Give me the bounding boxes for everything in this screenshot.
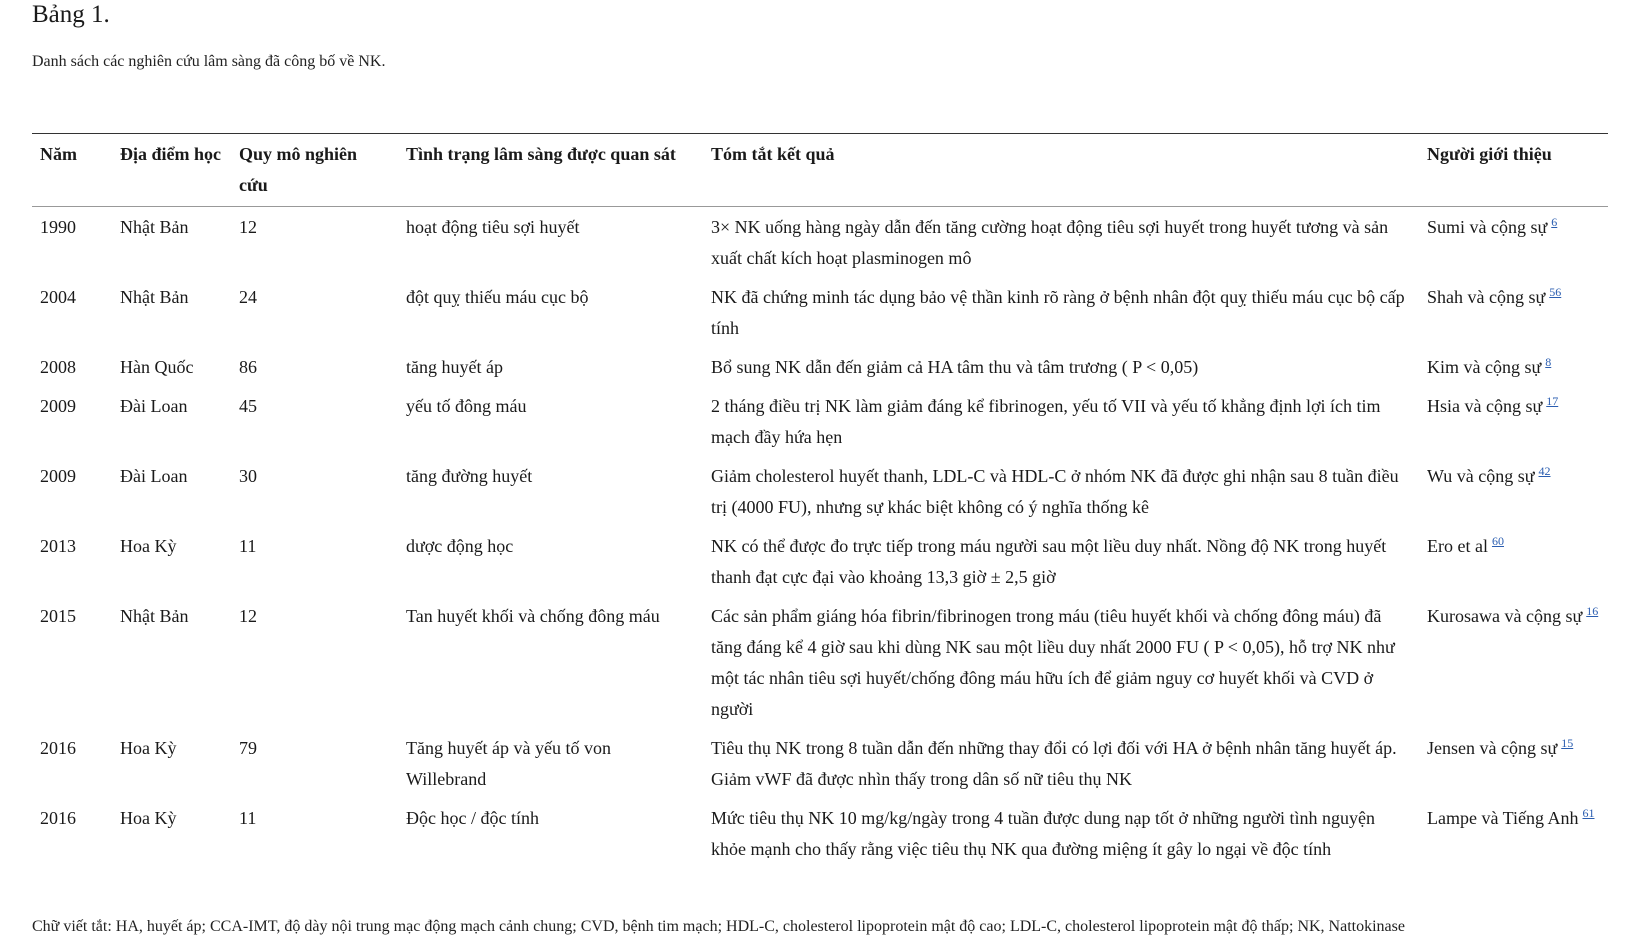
cell-location: Nhật Bản (120, 287, 189, 307)
table-body (32, 207, 1608, 869)
cell-study-size: 11 (239, 808, 257, 828)
cell-summary: NK có thể được đo trực tiếp trong máu người sau một liều duy nhất. Nồng độ NK trong huyết thanh đạt cực đại vào khoảng 13,3 giờ ± 2,5 giờ (711, 536, 1387, 587)
cell-condition: Độc học / độc tính (406, 808, 539, 828)
cell-year: 2004 (40, 287, 76, 307)
header-summary: Tóm tắt kết quả (711, 144, 835, 164)
cell-condition: yếu tố đông máu (406, 396, 527, 416)
cell-study-size: 12 (239, 606, 257, 626)
reference-link[interactable]: 6 (1551, 215, 1558, 229)
table-row (32, 456, 1608, 526)
reference-link[interactable]: 42 (1538, 464, 1551, 478)
cell-condition: dược động học (406, 536, 514, 556)
cell-study-size: 30 (239, 466, 257, 486)
cell-condition: Tăng huyết áp và yếu tố von Willebrand (406, 738, 611, 789)
table-row (32, 386, 1608, 456)
cell-year: 2016 (40, 808, 76, 828)
reference-link[interactable]: 8 (1545, 355, 1552, 369)
cell-summary: Tiêu thụ NK trong 8 tuần dẫn đến những thay đổi có lợi đối với HA ở bệnh nhân tăng huyết áp. Giảm vWF đã được nhìn thấy trong dân số nữ tiêu thụ NK (711, 738, 1397, 789)
cell-location: Đài Loan (120, 396, 188, 416)
header-study-size: Quy mô nghiên cứu (239, 144, 358, 195)
cell-study-size: 45 (239, 396, 257, 416)
clinical-studies-table (32, 133, 1608, 868)
reference-author: Hsia và cộng sự (1427, 396, 1543, 416)
table-row (32, 347, 1608, 386)
table-header-row (32, 134, 1608, 207)
cell-year: 2008 (40, 357, 76, 377)
table-row (32, 596, 1608, 728)
cell-condition: đột quỵ thiếu máu cục bộ (406, 287, 589, 307)
cell-year: 2016 (40, 738, 76, 758)
cell-condition: tăng huyết áp (406, 357, 503, 377)
cell-study-size: 11 (239, 536, 257, 556)
cell-reference (1419, 207, 1608, 278)
header-location: Địa điểm học (120, 144, 221, 164)
reference-author: Shah và cộng sự (1427, 287, 1546, 307)
cell-year: 2015 (40, 606, 76, 626)
cell-location: Hoa Kỳ (120, 738, 177, 758)
reference-link[interactable]: 60 (1491, 534, 1504, 548)
reference-link[interactable]: 16 (1586, 604, 1599, 618)
cell-year: 2013 (40, 536, 76, 556)
reference-author: Kim và cộng sự (1427, 357, 1542, 377)
cell-condition: hoạt động tiêu sợi huyết (406, 217, 580, 237)
cell-summary: Giảm cholesterol huyết thanh, LDL-C và HDL-C ở nhóm NK đã được ghi nhận sau 8 tuần điều trị (4000 FU), nhưng sự khác biệt không có ý nghĩa thống kê (711, 466, 1399, 517)
reference-link[interactable]: 61 (1582, 806, 1595, 820)
cell-summary: Bổ sung NK dẫn đến giảm cả HA tâm thu và tâm trương ( P < 0,05) (711, 357, 1199, 377)
reference-author: Sumi và cộng sự (1427, 217, 1548, 237)
cell-location: Hoa Kỳ (120, 536, 177, 556)
cell-location: Nhật Bản (120, 217, 189, 237)
cell-year: 2009 (40, 396, 76, 416)
table-row (32, 526, 1608, 596)
table-row (32, 728, 1608, 798)
cell-reference (1419, 386, 1608, 456)
cell-study-size: 79 (239, 738, 257, 758)
reference-author: Ero et al (1427, 536, 1488, 556)
table-row (32, 207, 1608, 278)
header-year: Năm (40, 144, 77, 164)
clinical-studies-table-container (32, 133, 1608, 868)
cell-location: Hoa Kỳ (120, 808, 177, 828)
cell-study-size: 86 (239, 357, 257, 377)
header-reference: Người giới thiệu (1427, 144, 1552, 164)
cell-location: Đài Loan (120, 466, 188, 486)
cell-reference (1419, 728, 1608, 798)
cell-summary: Các sản phẩm giáng hóa fibrin/fibrinogen trong máu (tiêu huyết khối và chống đông máu) đã tăng đáng kể 4 giờ sau khi dùng NK sau một liều duy nhất 2000 FU ( P < 0,05), hỗ trợ NK như một tác nhân tiêu sợi huyết/chống đông máu hữu ích để giảm nguy cơ huyết khối và CVD ở người (711, 606, 1395, 719)
reference-author: Lampe và Tiếng Anh (1427, 808, 1579, 828)
table-caption: Danh sách các nghiên cứu lâm sàng đã công bố về NK. (32, 53, 386, 70)
abbreviations-footnote: Chữ viết tắt: HA, huyết áp; CCA-IMT, độ dày nội trung mạc động mạch cảnh chung; CVD, bệnh tim mạch; HDL-C, cholesterol lipoprotein mật độ cao; LDL-C, cholesterol lipoprotein mật độ thấp; NK, Nattokinase (32, 918, 1405, 935)
reference-link[interactable]: 56 (1549, 285, 1562, 299)
cell-summary: 2 tháng điều trị NK làm giảm đáng kể fibrinogen, yếu tố VII và yếu tố khẳng định lợi ích tim mạch đầy hứa hẹn (711, 396, 1381, 447)
reference-link[interactable]: 15 (1561, 736, 1574, 750)
cell-reference (1419, 526, 1608, 596)
cell-year: 1990 (40, 217, 76, 237)
cell-reference (1419, 347, 1608, 386)
cell-study-size: 24 (239, 287, 257, 307)
cell-summary: NK đã chứng minh tác dụng bảo vệ thần kinh rõ ràng ở bệnh nhân đột quỵ thiếu máu cục bộ cấp tính (711, 287, 1405, 338)
cell-condition: Tan huyết khối và chống đông máu (406, 606, 660, 626)
cell-reference (1419, 798, 1608, 868)
cell-reference (1419, 456, 1608, 526)
reference-author: Wu và cộng sự (1427, 466, 1535, 486)
cell-summary: Mức tiêu thụ NK 10 mg/kg/ngày trong 4 tuần được dung nạp tốt ở những người tình nguyện khỏe mạnh cho thấy rằng việc tiêu thụ NK qua đường miệng ít gây lo ngại về độc tính (711, 808, 1376, 859)
reference-link[interactable]: 17 (1546, 394, 1559, 408)
reference-author: Kurosawa và cộng sự (1427, 606, 1583, 626)
cell-location: Hàn Quốc (120, 357, 194, 377)
table-row (32, 798, 1608, 868)
cell-reference (1419, 277, 1608, 347)
cell-reference (1419, 596, 1608, 728)
cell-study-size: 12 (239, 217, 257, 237)
cell-year: 2009 (40, 466, 76, 486)
cell-location: Nhật Bản (120, 606, 189, 626)
cell-condition: tăng đường huyết (406, 466, 533, 486)
table-title: Bảng 1. (32, 1, 110, 28)
cell-summary: 3× NK uống hàng ngày dẫn đến tăng cường hoạt động tiêu sợi huyết trong huyết tương và sản xuất chất kích hoạt plasminogen mô (711, 217, 1389, 268)
header-condition: Tình trạng lâm sàng được quan sát (406, 144, 676, 164)
reference-author: Jensen và cộng sự (1427, 738, 1558, 758)
table-row (32, 277, 1608, 347)
